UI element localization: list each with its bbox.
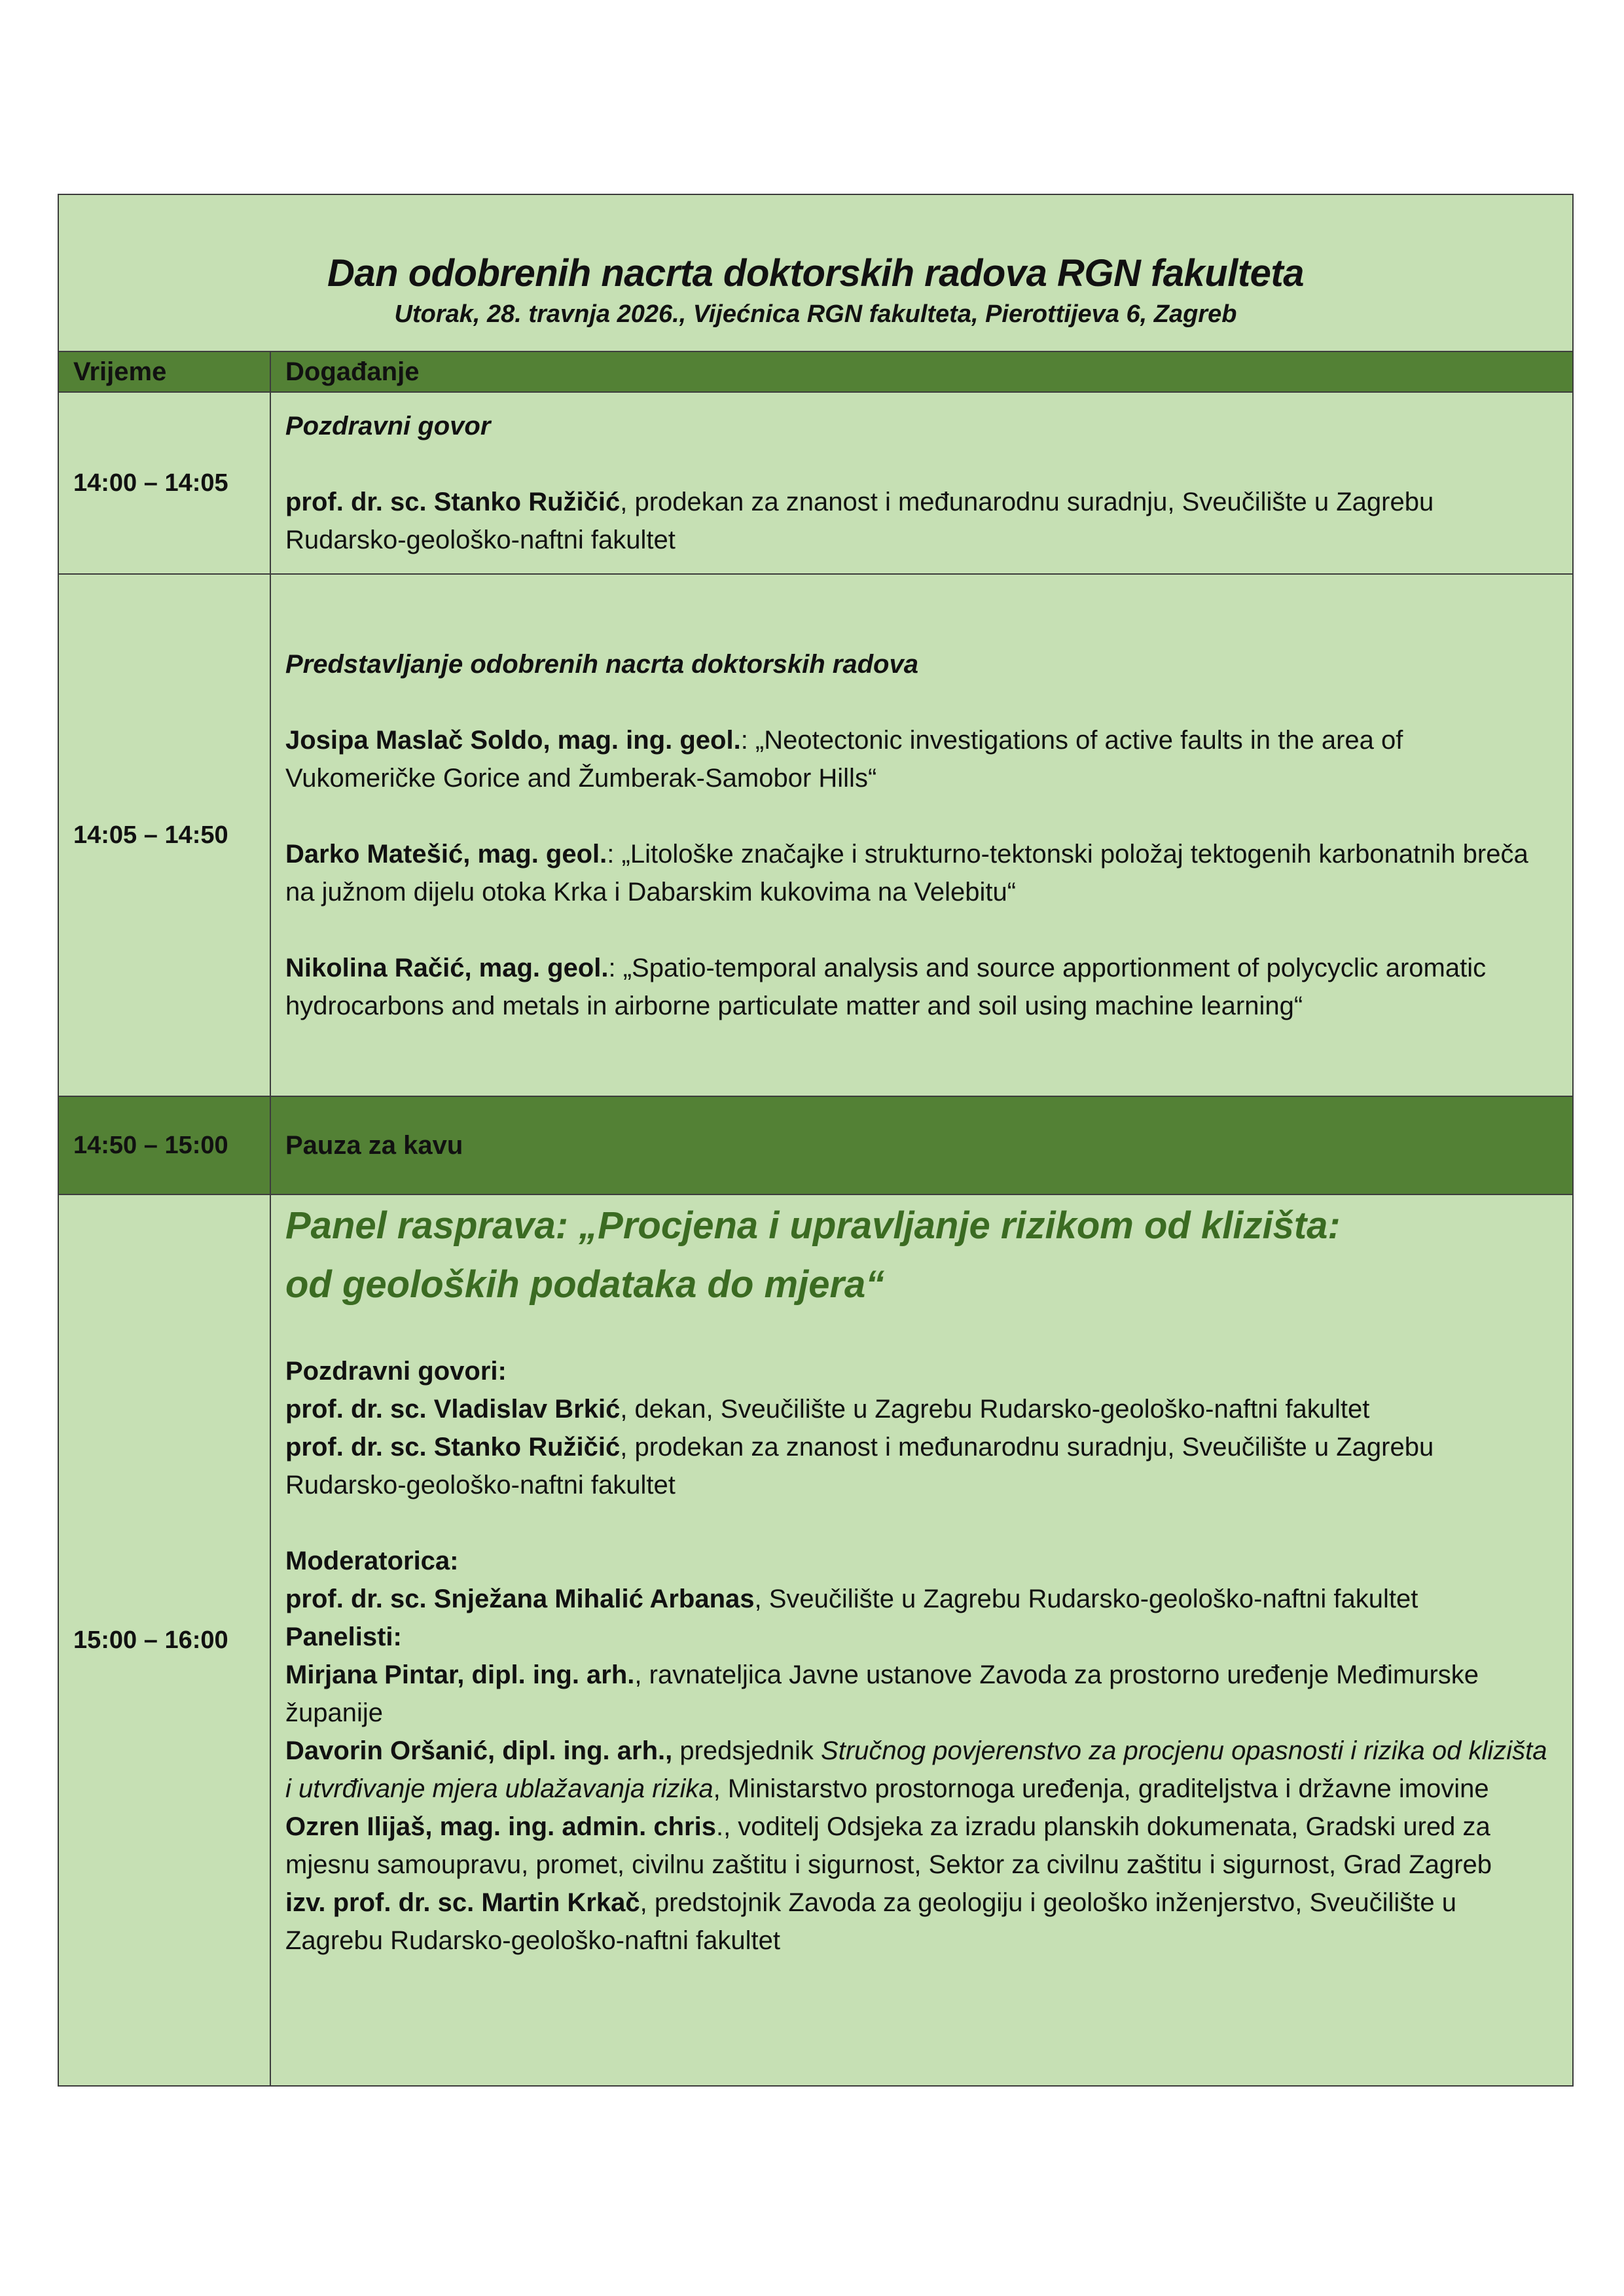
moderator-entry — [285, 1580, 1553, 1618]
speaker-name: prof. dr. sc. Vladislav Brkić — [285, 1395, 621, 1424]
column-header-row — [58, 351, 1573, 392]
moderator-name: prof. dr. sc. Snježana Mihalić Arbanas — [285, 1585, 755, 1613]
table-row — [58, 392, 1573, 574]
table-row — [58, 574, 1573, 1096]
header-cell — [58, 194, 1573, 351]
event-cell — [270, 392, 1573, 574]
talk-entry — [285, 721, 1553, 797]
panelist-entry — [285, 1884, 1553, 1960]
time-cell: 14:50 – 15:00 — [58, 1096, 270, 1194]
talk-entry — [285, 949, 1553, 1025]
event-cell: Pauza za kavu — [270, 1096, 1573, 1194]
panelist-name: Ozren Ilijaš, mag. ing. admin. chris — [285, 1812, 716, 1841]
talk-entry — [285, 835, 1553, 911]
table-header-row — [58, 194, 1573, 351]
moderator-affiliation: , Sveučilište u Zagrebu Rudarsko-geološko-naftni fakultet — [754, 1585, 1418, 1613]
speaker-entry — [285, 483, 1553, 559]
panelist-name: izv. prof. dr. sc. Martin Krkač — [285, 1888, 640, 1917]
presenter-name: Josipa Maslač Soldo, mag. ing. geol. — [285, 726, 741, 755]
column-header-event: Događanje — [270, 351, 1573, 392]
panelist-entry — [285, 1656, 1553, 1732]
presenter-name: Nikolina Račić, mag. geol. — [285, 954, 609, 982]
talk-title: : „Neotectonic investigations of active faults in the area of Vukomeričke Gorice and Žumberak-Samobor Hills“ — [285, 726, 1403, 793]
speaker-name: prof. dr. sc. Stanko Ružičić — [285, 1433, 621, 1462]
panelists-label: Panelisti: — [285, 1623, 402, 1651]
speaker-affiliation: , prodekan za znanost i međunarodnu suradnju, Sveučilište u Zagrebu Rudarsko-geološko-naftni fakultet — [285, 1433, 1434, 1499]
panelist-affiliation: ., voditelj Odsjeka za izradu planskih dokumenata, Gradski ured za mjesnu samoupravu, promet, civilnu zaštitu i sigurnost, Sektor za civilnu zaštitu i sigurnost, Grad Zagreb — [285, 1812, 1492, 1879]
time-cell: 15:00 – 16:00 — [58, 1194, 270, 2086]
greeting-entry — [285, 1428, 1553, 1504]
panel-title-line-2: od geoloških podataka do mjera“ — [285, 1263, 885, 1306]
time-cell: 14:05 – 14:50 — [58, 574, 270, 1096]
greetings-label: Pozdravni govori: — [285, 1357, 507, 1386]
panelist-committee: Stručnog povjerenstvo za procjenu opasnosti i rizika od klizišta i utvrđivanje mjera ublažavanja rizika — [285, 1736, 1547, 1803]
table-row — [58, 1194, 1573, 2086]
panelist-entry — [285, 1808, 1553, 1884]
talk-title: : „Litološke značajke i strukturno-tektonski položaj tektogenih karbonatnih breča na južnom dijelu otoka Krka i Dabarskim kukovima na Velebitu“ — [285, 840, 1528, 906]
event-cell — [270, 1194, 1573, 2086]
page-subtitle: Utorak, 28. travnja 2026., Vijećnica RGN fakulteta, Pierottijeva 6, Zagreb — [394, 300, 1237, 328]
session-heading: Pozdravni govor — [285, 412, 491, 440]
time-cell: 14:00 – 14:05 — [58, 392, 270, 574]
session-heading: Predstavljanje odobrenih nacrta doktorskih radova — [285, 650, 918, 679]
panelist-affiliation: , predstojnik Zavoda za geologiju i geološko inženjerstvo, Sveučilište u Zagrebu Rudarsko-geološko-naftni fakultet — [285, 1888, 1457, 1955]
panelist-name: Davorin Oršanić, dipl. ing. arh., — [285, 1736, 673, 1765]
panelist-name: Mirjana Pintar, dipl. ing. arh. — [285, 1660, 635, 1689]
panelist-role: predsjednik — [672, 1736, 821, 1765]
speaker-affiliation: , dekan, Sveučilište u Zagrebu Rudarsko-geološko-naftni fakultet — [620, 1395, 1370, 1424]
event-cell — [270, 574, 1573, 1096]
moderator-label: Moderatorica: — [285, 1547, 459, 1575]
greeting-entry — [285, 1390, 1553, 1428]
page-title: Dan odobrenih nacrta doktorskih radova RGN fakulteta — [327, 252, 1304, 295]
programme-table — [58, 194, 1574, 2087]
panelist-entry — [285, 1732, 1553, 1808]
panelist-affiliation: , Ministarstvo prostornoga uređenja, graditeljstva i državne imovine — [713, 1774, 1489, 1803]
panelist-affiliation: , ravnateljica Javne ustanove Zavoda za prostorno uređenje Međimurske županije — [285, 1660, 1479, 1727]
panel-title-line-1: Panel rasprava: „Procjena i upravljanje rizikom od klizišta: — [285, 1204, 1341, 1247]
speaker-name: prof. dr. sc. Stanko Ružičić — [285, 488, 621, 516]
column-header-time: Vrijeme — [58, 351, 270, 392]
talk-title: : „Spatio-temporal analysis and source apportionment of polycyclic aromatic hydrocarbons and metals in airborne particulate matter and soil using machine learning“ — [285, 954, 1487, 1020]
break-row — [58, 1096, 1573, 1194]
speaker-affiliation: , prodekan za znanost i međunarodnu suradnju, Sveučilište u Zagrebu Rudarsko-geološko-naftni fakultet — [285, 488, 1434, 554]
presenter-name: Darko Matešić, mag. geol. — [285, 840, 607, 869]
